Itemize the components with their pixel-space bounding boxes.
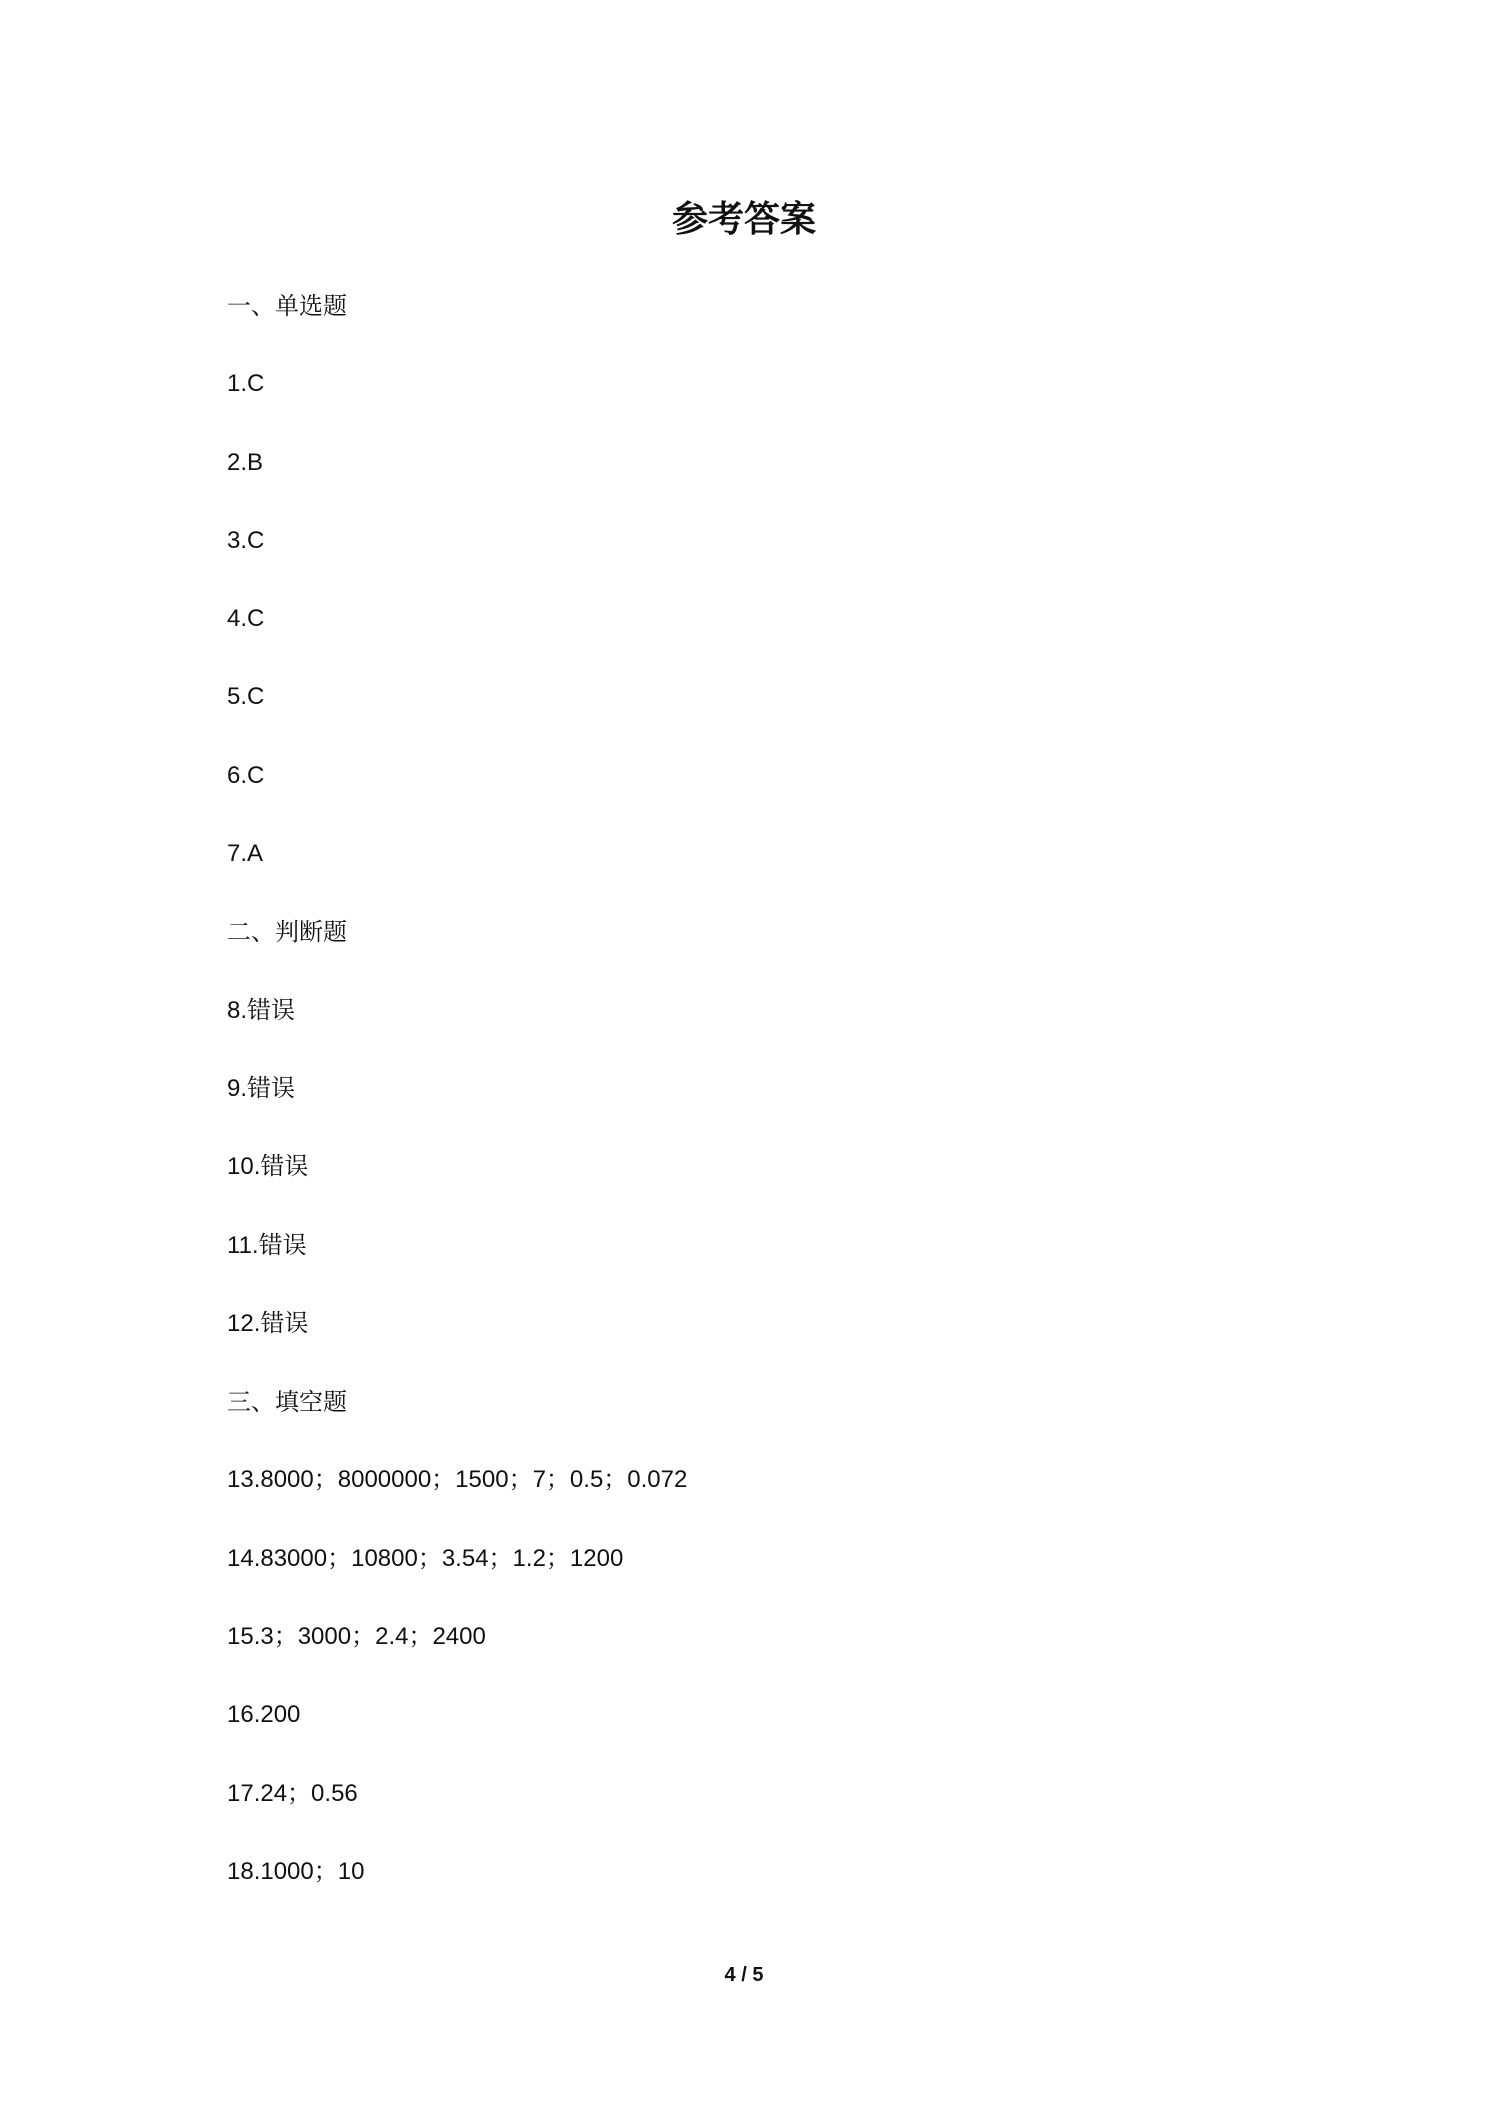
answer-line: 13.8000；8000000；1500；7；0.5；0.072 xyxy=(227,1466,688,1494)
section-heading: 三、填空题 xyxy=(227,1388,347,1417)
section-heading: 一、单选题 xyxy=(227,292,347,320)
answer-line: 15.3；3000；2.4；2400 xyxy=(227,1623,486,1651)
answer-line: 3.C xyxy=(227,526,265,554)
answer-list xyxy=(227,286,687,1930)
answer-line: 17.24；0.56 xyxy=(227,1779,358,1807)
answer-line: 8.错误 xyxy=(227,996,296,1024)
answer-line: 10.错误 xyxy=(227,1153,309,1181)
page-number: 4 / 5 xyxy=(724,1964,764,1986)
answer-line: 4.C xyxy=(227,605,265,633)
answer-line: 12.错误 xyxy=(227,1309,309,1337)
page-title: 参考答案 xyxy=(671,199,816,240)
answer-line: 16.200 xyxy=(227,1701,301,1729)
answer-line: 1.C xyxy=(227,370,265,398)
answer-line: 2.B xyxy=(227,448,264,476)
answer-line: 5.C xyxy=(227,683,265,711)
answer-line: 6.C xyxy=(227,761,265,789)
answer-line: 9.错误 xyxy=(227,1074,296,1102)
answer-line: 11.错误 xyxy=(227,1231,307,1259)
answer-line: 18.1000；10 xyxy=(227,1857,365,1885)
section-heading: 二、判断题 xyxy=(227,918,347,947)
answer-line: 14.83000；10800；3.54；1.2；1200 xyxy=(227,1544,624,1572)
answer-line: 7.A xyxy=(227,840,264,868)
